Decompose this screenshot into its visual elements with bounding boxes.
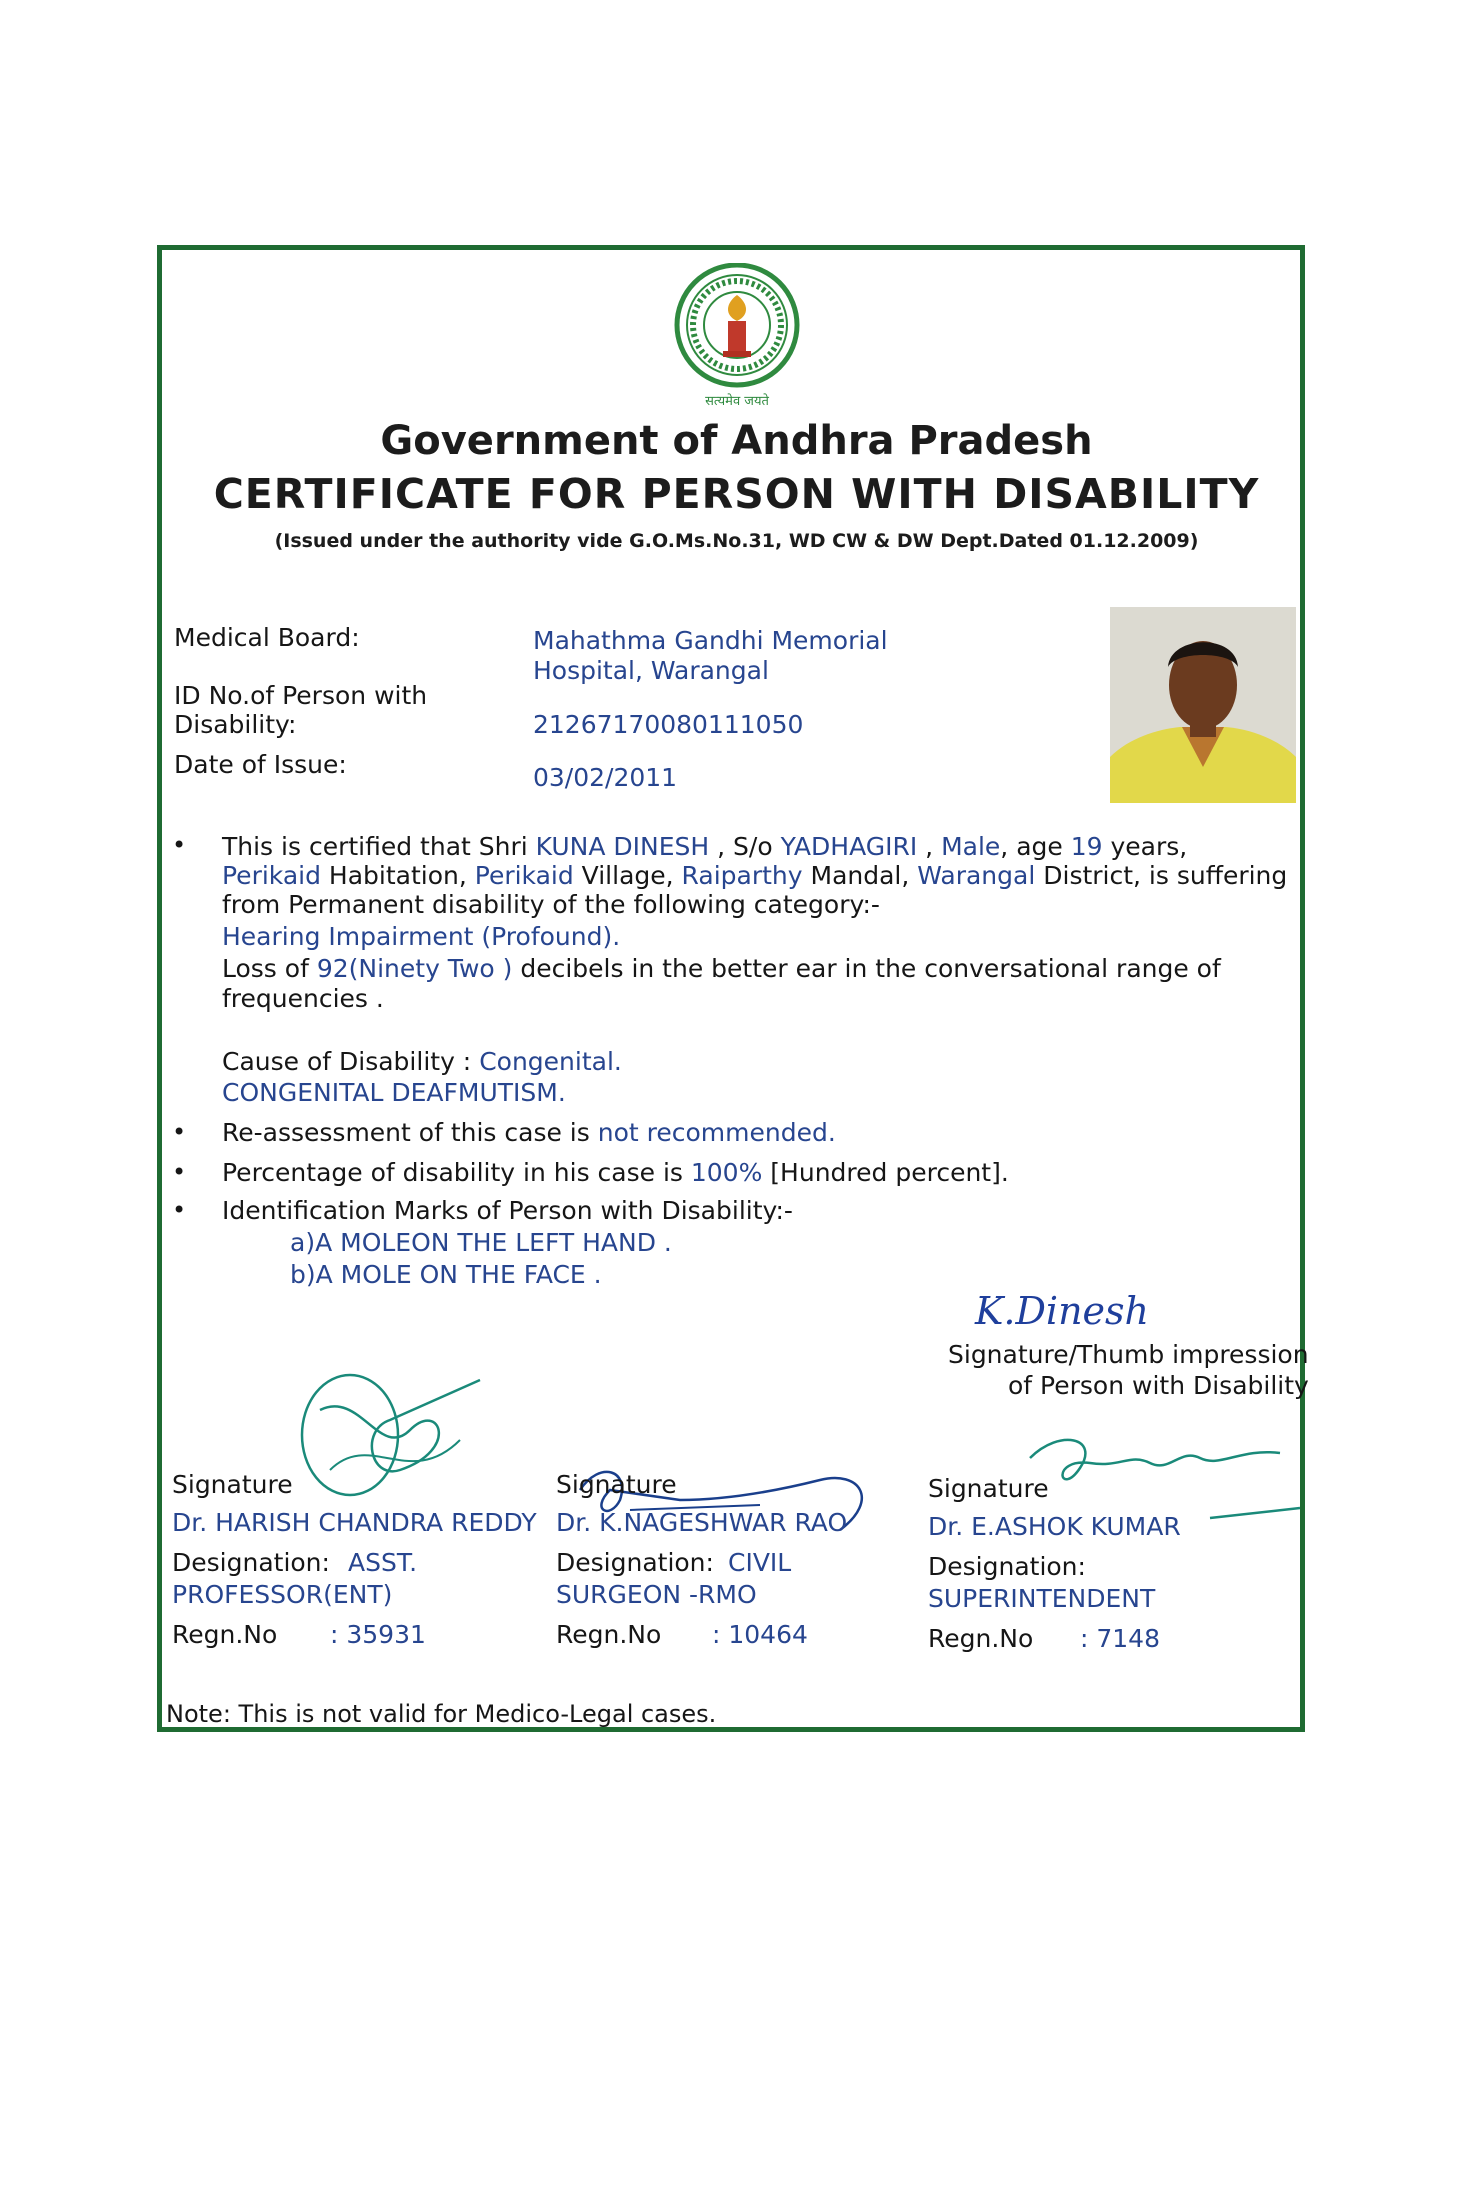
government-heading: Government of Andhra Pradesh: [380, 418, 1093, 464]
percentage-line: Percentage of disability in his case is 100% [Hundred percent].: [222, 1158, 1009, 1187]
signatory-1-name: Dr. HARISH CHANDRA REDDY: [172, 1508, 537, 1537]
footer-note: Note: This is not valid for Medico-Legal cases.: [166, 1700, 717, 1728]
bullet-1: •: [172, 831, 187, 859]
signatory-2-designation-line2: SURGEON -RMO: [556, 1580, 757, 1609]
cert-line-2: Perikaid Habitation, Perikaid Village, Raiparthy Mandal, Warangal District, is suffering: [222, 861, 1288, 890]
state-emblem-icon: [668, 263, 806, 413]
bullet-2: •: [172, 1118, 187, 1146]
applicant-photo: [1110, 607, 1296, 803]
signatory-3-regn-value: : 7148: [1080, 1624, 1160, 1653]
svg-text:K.Dinesh: K.Dinesh: [975, 1289, 1150, 1333]
disability-category: Hearing Impairment (Profound).: [222, 922, 621, 951]
signatory-1-designation-label: Designation:: [172, 1548, 330, 1577]
signatory-1-designation-line1: ASST.: [348, 1548, 418, 1577]
signatory-2-signature-label: Signature: [556, 1470, 677, 1499]
signatory-3-signature-label: Signature: [928, 1474, 1049, 1503]
hearing-loss-line: Loss of 92(Ninety Two ) decibels in the better ear in the conversational range of: [222, 954, 1221, 983]
signatory-3-name: Dr. E.ASHOK KUMAR: [928, 1512, 1181, 1541]
cause-line: Cause of Disability : Congenital.: [222, 1047, 622, 1076]
applicant-signature-caption-1: Signature/Thumb impression: [948, 1340, 1309, 1369]
medical-board-value-line2: Hospital, Warangal: [533, 656, 769, 685]
signatory-2-designation-line1: CIVIL: [728, 1548, 792, 1577]
id-value: 21267170080111050: [533, 710, 804, 739]
applicant-signature-caption-2: of Person with Disability: [1008, 1371, 1309, 1400]
bullet-4: •: [172, 1196, 187, 1224]
id-label-line1: ID No.of Person with: [174, 681, 428, 710]
signatory-1-designation-line2: PROFESSOR(ENT): [172, 1580, 393, 1609]
identification-mark-b: b)A MOLE ON THE FACE .: [290, 1260, 602, 1289]
signatory-3-designation-label: Designation:: [928, 1552, 1086, 1581]
signatory-2-regn-value: : 10464: [712, 1620, 808, 1649]
cert-line-3: from Permanent disability of the following category:-: [222, 890, 880, 919]
signatory-3-designation-line1: SUPERINTENDENT: [928, 1584, 1156, 1613]
medical-board-value-line1: Mahathma Gandhi Memorial: [533, 626, 888, 655]
signatory-2-name: Dr. K.NAGESHWAR RAO: [556, 1508, 848, 1537]
signature-1-scribble-icon: [290, 1370, 500, 1520]
signatory-2-regn-label: Regn.No: [556, 1620, 662, 1649]
svg-text:सत्यमेव जयते: सत्यमेव जयते: [705, 394, 769, 409]
authority-line: (Issued under the authority vide G.O.Ms.No.31, WD CW & DW Dept.Dated 01.12.2009): [274, 530, 1199, 552]
date-value: 03/02/2011: [533, 763, 678, 792]
identification-mark-a: a)A MOLEON THE LEFT HAND .: [290, 1228, 672, 1257]
signatory-2-designation-label: Designation:: [556, 1548, 714, 1577]
signatory-1-regn-value: : 35931: [330, 1620, 426, 1649]
identification-marks-label: Identification Marks of Person with Disability:-: [222, 1196, 793, 1225]
date-label: Date of Issue:: [174, 750, 347, 779]
medical-board-label: Medical Board:: [174, 623, 360, 652]
applicant-signature-icon: [975, 1272, 1205, 1342]
cert-line-1: This is certified that Shri KUNA DINESH , S/o YADHAGIRI , Male, age 19 years,: [222, 832, 1188, 861]
cause-detail: CONGENITAL DEAFMUTISM.: [222, 1078, 566, 1107]
signatory-1-regn-label: Regn.No: [172, 1620, 278, 1649]
signatory-3-regn-label: Regn.No: [928, 1624, 1034, 1653]
id-label-line2: Disability:: [174, 710, 297, 739]
hearing-loss-line-2: frequencies .: [222, 984, 384, 1013]
bullet-3: •: [172, 1158, 187, 1186]
certificate-title: CERTIFICATE FOR PERSON WITH DISABILITY: [213, 470, 1260, 518]
reassessment-line: Re-assessment of this case is not recommended.: [222, 1118, 836, 1147]
signatory-1-signature-label: Signature: [172, 1470, 293, 1499]
